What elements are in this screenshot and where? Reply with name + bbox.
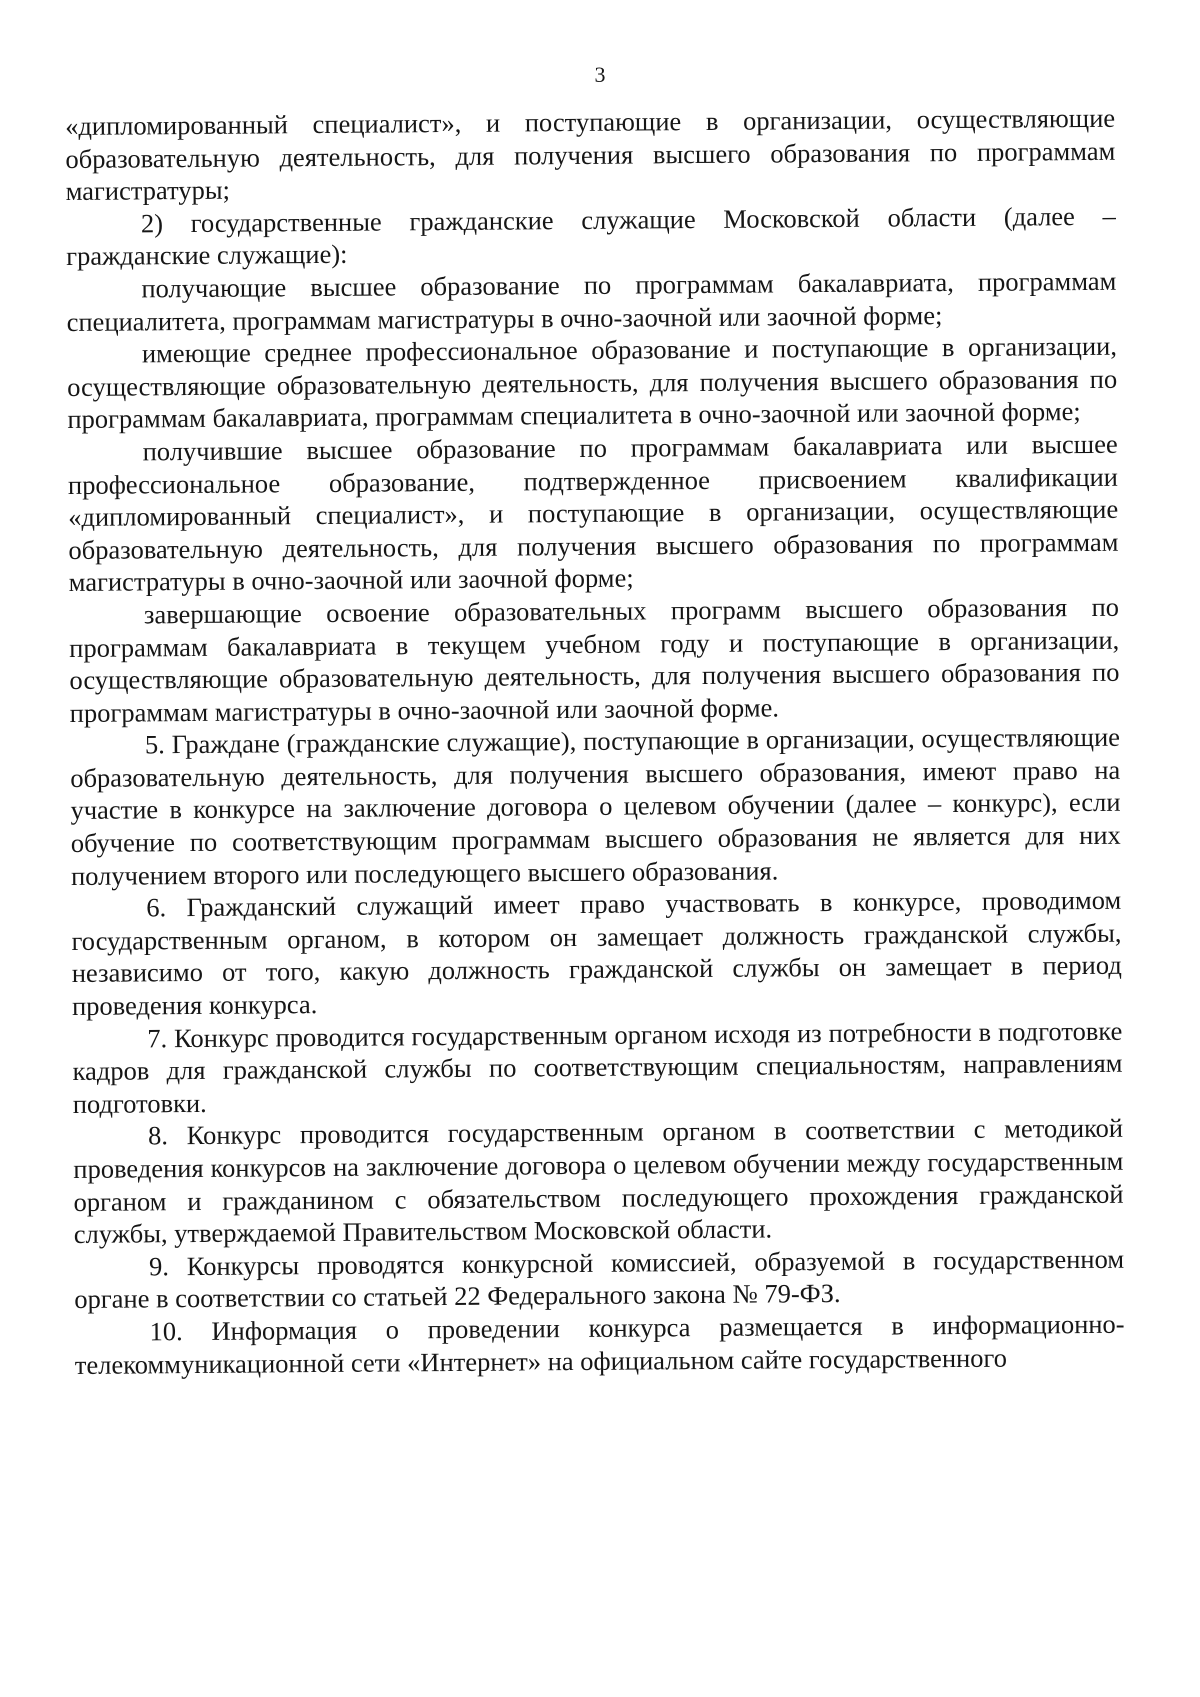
paragraph: 6. Гражданский служащий имеет право участвовать в конкурсе, проводимом государственным органом, в котором он замещает должность гражданской службы, независимо от того, какую должность гражданской службы он замещает в период проведения конкурса. bbox=[71, 884, 1122, 1022]
paragraph: «дипломированный специалист», и поступающие в организации, осуществляющие образовательную деятельность, для получения высшего образования по программам магистратуры; bbox=[65, 102, 1116, 207]
paragraph: 2) государственные гражданские служащие Московской области (далее – гражданские служащие): bbox=[66, 200, 1116, 272]
paragraph: 10. Информация о проведении конкурса размещается в информационно-телекоммуникационной сети «Интернет» на официальном сайте государственного bbox=[74, 1308, 1125, 1380]
paragraph: 9. Конкурсы проводятся конкурсной комиссией, образуемой в государственном органе в соответствии со статьей 22 Федерального закона № 79-ФЗ. bbox=[74, 1243, 1125, 1315]
paragraph: получающие высшее образование по программам бакалавриата, программам специалитета, программам магистратуры в очно-заочной или заочной форме; bbox=[66, 265, 1117, 337]
paragraph: получившие высшее образование по программам бакалавриата или высшее профессиональное образование, подтвержденное присвоением квалификации «дипломированный специалист», и поступающие в организации, осуществляющие образовательную деятельность, для получения высшего образования по программам магистратуры в очно-заочной или заочной форме; bbox=[67, 428, 1119, 598]
paragraph: имеющие среднее профессиональное образование и поступающие в организации, осуществляющие образовательную деятельность, для получения высшего образования по программам бакалавриата, программам специалитета в очно-заочной или заочной форме; bbox=[67, 330, 1118, 435]
paragraph: 7. Конкурс проводится государственным органом исходя из потребности в подготовке кадров для гражданской службы по соответствующим специальностям, направлениям подготовки. bbox=[72, 1015, 1123, 1119]
paragraph: 8. Конкурс проводится государственным органом в соответствии с методикой проведения конкурсов на заключение договора о целевом обучении между государственным органом и гражданином с обязательством последующего прохождения гражданской службы, утверждаемой Правительством Московской области. bbox=[73, 1113, 1124, 1250]
paragraph: завершающие освоение образовательных программ высшего образования по программам бакалавриата в текущем учебном году и поступающие в организации, осуществляющие образовательную деятельность, для получения высшего образования по программам магистратуры в очно-заочной или заочной форме. bbox=[69, 591, 1120, 728]
page-number: 3 bbox=[594, 62, 606, 87]
paragraph: 5. Граждане (гражданские служащие), поступающие в организации, осуществляющие образовательную деятельность, для получения высшего образования, имеют право на участие в конкурсе на заключение договора о целевом обучении (далее – конкурс), если обучение по соответствующим программам высшего образования не является для них получением второго или последующего высшего образования. bbox=[70, 722, 1121, 891]
document-body bbox=[65, 102, 1125, 1381]
